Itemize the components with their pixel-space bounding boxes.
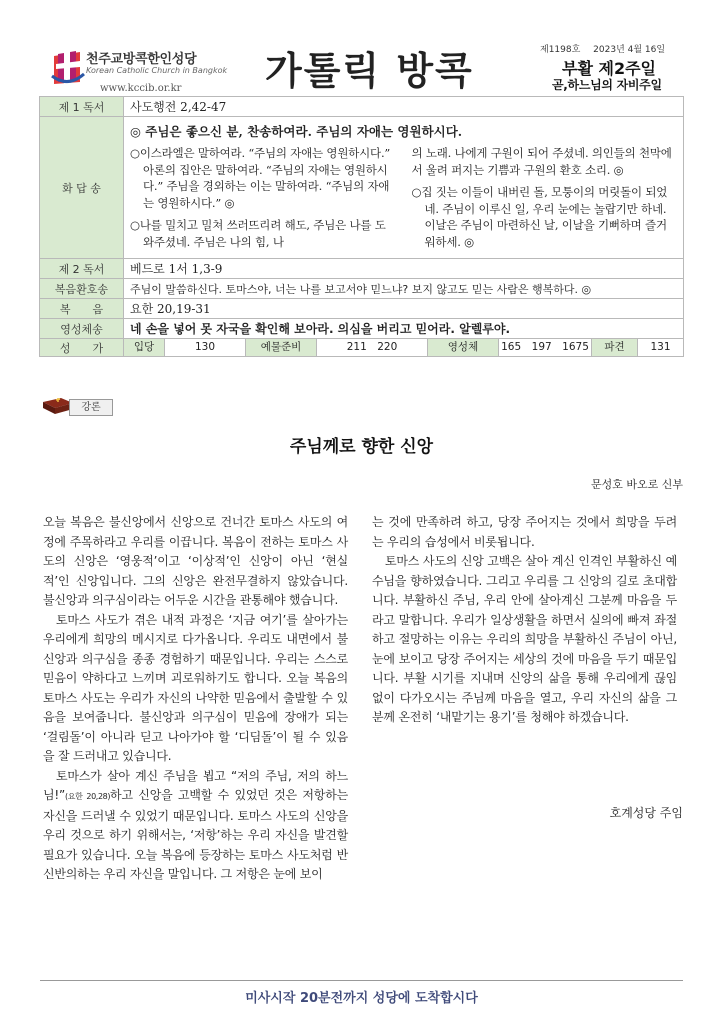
psalm-label: 화 답 송 — [40, 117, 124, 259]
alleluia-row — [40, 279, 684, 299]
homily-tag — [41, 398, 113, 416]
homily-paragraph: 토마스 사도의 신앙 고백은 살아 계신 인격인 부활하신 예수님을 향하였습니다. 그리고 우리를 그 신앙의 길로 초대합니다. 부활하신 주님, 우리 안에 살아계신 그분께 마음을 두라고 말합니다. 우리가 일상생활을 하면서 실의에 빠져 좌절하고 절망하는 이유는 우리의 희망을 부활하신 주님이 아닌, 눈에 보이고 당장 주어지는 세상의 것에 마음을 두기 때문입니다. 부활 시기를 지내며 신앙의 삶을 통해 우리에게 끊임없이 다가오시는 주님께 마음을 열고, 우리 자신의 삶을 그분께 온전히 ‘내맡기는 용기’를 청해야 하겠습니다. — [372, 554, 677, 724]
alleluia-text: 주님이 말씀하신다. 토마스야, 너는 나를 보고서야 믿느냐? 보지 않고도 믿는 사람은 행복하다. ◎ — [124, 279, 684, 299]
hymns-label: 성 가 — [40, 339, 124, 357]
psalm-verse: ○집 짓는 이들이 내버린 돌, 모퉁이의 머릿돌이 되었네. 주님이 이루신 일, 우리 눈에는 놀랍기만 하네. 이날은 주님이 마련하신 날, 이날을 기뻐하며 즐거워하세. ◎ — [411, 185, 668, 249]
bible-citation: (요한 20,28) — [65, 792, 111, 801]
liturgical-sunday-subtitle: 곧,하느님의 자비주일 — [552, 78, 662, 92]
church-name-english: Korean Catholic Church in Bangkok — [86, 66, 228, 75]
newsletter-title: 가톨릭 방콕 — [265, 49, 474, 93]
church-logo-icon — [50, 48, 86, 88]
hymns-row — [40, 339, 684, 357]
gospel-label: 복 음 — [40, 299, 124, 319]
homily-author: 문성호 바오로 신부 — [590, 478, 683, 491]
issue-info — [540, 42, 675, 55]
gospel-row — [40, 299, 684, 319]
gospel-ref: 요한 20,19-31 — [124, 299, 684, 319]
homily-column-right — [372, 513, 677, 728]
homily-paragraph: 토마스 사도가 겪은 내적 과정은 ‘지금 여기’를 살아가는 우리에게 희망의 메시지로 다가옵니다. 우리도 내면에서 불신앙과 의구심을 종종 경험하기 때문입니다. 우리는 스스로 믿음이 약하다고 느끼며 괴로워하기도 합니다. 오늘 복음의 토마스 사도는 우리가 자신의 나약한 믿음에서 출발할 수 있음을 보여줍니다. 불신앙과 의구심이 믿음에 장애가 되는 ‘걸림돌’이 아니라 딛고 나아가야 할 ‘디딤돌’이 될 수 있음을 잘 드러내고 있습니다. — [43, 612, 348, 763]
homily-paragraph: 는 것에 만족하려 하고, 당장 주어지는 것에서 희망을 두려는 우리의 습성에서 비롯됩니다. — [372, 515, 677, 549]
church-name: 천주교방콕한인성당 — [86, 52, 197, 67]
homily-text: 하고 신앙을 고백할 수 있었던 것은 저항하는 자신을 드러낼 수 있었기 때문입니다. 토마스 사도의 신앙을 우리 것으로 하기 위해서는, ‘저항’하는 우리 자신을 발견할 필요가 있습니다. 오늘 복음에 등장하는 토마스 사도처럼 반신반의하는 우리 자신을 말입니다. 그 저항은 눈에 보이 — [43, 788, 348, 881]
second-reading-ref: 베드로 1서 1,3-9 — [124, 259, 684, 279]
homily-signature: 호계성당 주임 — [609, 806, 683, 820]
first-reading-ref: 사도행전 2,42-47 — [124, 97, 684, 117]
psalm-row — [40, 117, 684, 259]
church-url-link[interactable]: www.kccib.or.kr — [100, 83, 182, 94]
homily-title: 주님께로 향한 신앙 — [289, 437, 434, 457]
communion-antiphon-label: 영성체송 — [40, 319, 124, 339]
hymn-entrance-number: 130 — [165, 339, 246, 356]
hymn-communion-label: 영성체 — [428, 339, 499, 356]
liturgical-sunday: 부활 제2주일 — [562, 59, 656, 78]
psalm-verse: 의 노래. 나에게 구원이 되어 주셨네. 의인들의 천막에서 울려 퍼지는 기쁨과 구원의 환호 소리. ◎ — [411, 146, 672, 177]
first-reading-row — [40, 97, 684, 117]
hymn-offertory-label: 예물준비 — [246, 339, 317, 356]
communion-antiphon-text: 네 손을 넣어 못 자국을 확인해 보아라. 의심을 버리고 믿어라. 알렐루야. — [124, 319, 684, 339]
homily-paragraph — [43, 767, 348, 885]
hymn-offertory-number: 211 220 — [317, 339, 428, 356]
footer-notice: 미사시작 20분전까지 성당에 도착합시다 — [245, 991, 478, 1006]
psalm-verse: ○이스라엘은 말하여라. “주님의 자애는 영원하시다.” 아론의 집안은 말하여라. “주님의 자애는 영원하시다.” 주님을 경외하는 이는 말하여라. “주님의 자애는 영원하시다.” ◎ — [130, 146, 391, 210]
second-reading-row — [40, 259, 684, 279]
issue-date: 2023년 4월 16일 — [593, 45, 666, 55]
communion-antiphon-row — [40, 319, 684, 339]
hymn-recessional-label: 파견 — [592, 339, 638, 356]
second-reading-label: 제 2 독서 — [40, 259, 124, 279]
readings-table — [39, 96, 684, 357]
issue-number: 제1198호 — [540, 45, 581, 55]
hymn-communion-number: 165 197 1675 — [499, 339, 592, 356]
psalm-verse: ○나를 밀치고 밀쳐 쓰러뜨리려 해도, 주님은 나를 도와주셨네. 주님은 나의 힘, 나 — [130, 218, 386, 249]
alleluia-label: 복음환호송 — [40, 279, 124, 299]
first-reading-label: 제 1 독서 — [40, 97, 124, 117]
homily-tag-label: 강론 — [69, 399, 113, 416]
homily-column-left — [43, 513, 348, 885]
hymn-entrance-label: 입당 — [124, 339, 165, 356]
psalm-response: ◎ 주님은 좋으신 분, 찬송하여라. 주님의 자애는 영원하시다. — [130, 124, 463, 139]
homily-paragraph: 오늘 복음은 불신앙에서 신앙으로 건너간 토마스 사도의 여정에 주목하라고 우리를 이끕니다. 복음이 전하는 토마스 사도의 신앙은 ‘영웅적’이고 ‘이상적’인 신앙이 아닌 ‘현실적’인 신앙입니다. 그의 신앙은 완전무결하지 않았습니다. 불신앙과 의구심이라는 어두운 시간을 관통해야 했습니다. — [43, 515, 348, 607]
homily-text: 토마스가 살아 계신 주님을 뵙고 “저의 주님, 저의 하느님!” — [43, 768, 348, 802]
footer-divider — [40, 980, 683, 981]
hymn-recessional-number: 131 — [650, 341, 671, 353]
